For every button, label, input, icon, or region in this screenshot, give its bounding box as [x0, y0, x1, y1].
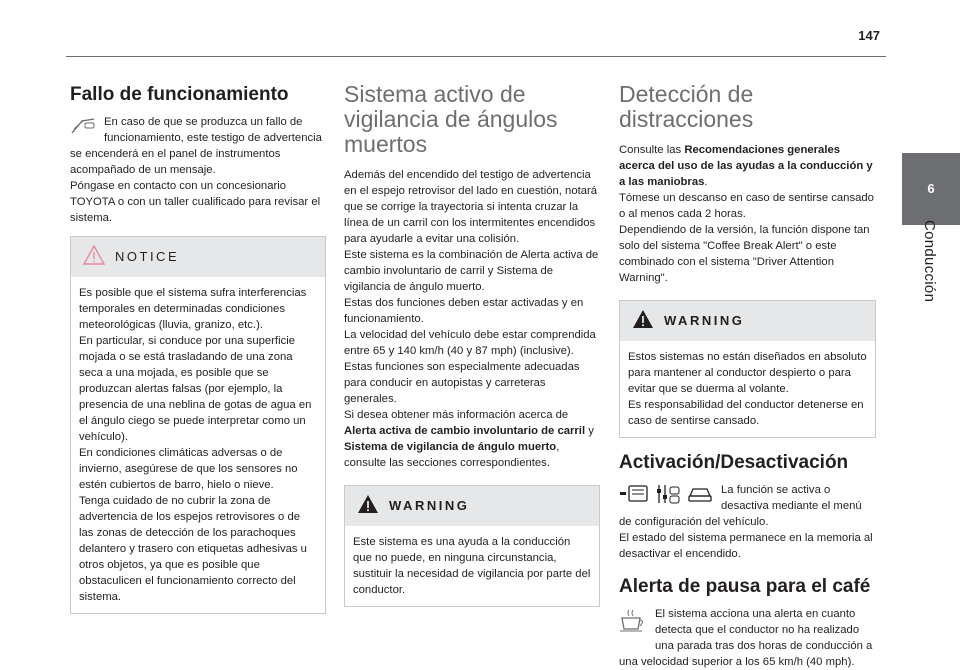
- section-title-fallo: Fallo de funcionamiento: [70, 84, 289, 105]
- intro-post: .: [704, 176, 708, 188]
- warning-line: Es responsabilidad del conductor detenerse en caso de sentirse cansado.: [628, 399, 864, 427]
- chapter-tab: 6: [902, 153, 960, 225]
- coffee-text: El sistema acciona una alerta en cuanto detecta que el conductor no ha realizado una parada tras dos horas de conducción a una velocidad superior a los 65 km/h (40 mph).: [619, 608, 873, 668]
- activation-text-2: El estado del sistema permanece en la memoria al desactivar el encendido.: [619, 532, 873, 560]
- notice-icon: [83, 245, 105, 270]
- fault-text-1: En caso de que se produzca un fallo de funcionamiento, este testigo de advertencia se encenderá en el panel de instrumentos acompañado de un mensaje.: [70, 116, 322, 176]
- section-title-activation: Activación/Desactivación: [619, 452, 849, 473]
- reference-pre: Si desea obtener más información acerca de: [344, 409, 569, 421]
- page-number: 147: [858, 28, 880, 43]
- column-2: [344, 78, 600, 607]
- warning-box: [619, 300, 876, 438]
- notice-line: En particular, si conduce por una superficie mojada o se está trasladando de una zona seca a una mojada, es posible que se produzcan alertas falsas (por ejemplo, la presencia de una neblina de gotas de agua en el ángulo ciego se puede interpretar como un vehículo).: [79, 335, 312, 443]
- warning-box: [344, 485, 600, 607]
- warning-icon: [357, 494, 379, 519]
- warning-title: WARNING: [389, 498, 470, 513]
- car-icon: [687, 484, 713, 509]
- coffee-cup-icon: [619, 609, 647, 638]
- section-title-blind-spot: Sistema activo de vigilancia de ángulos muertos: [344, 81, 558, 157]
- body-line: Este sistema es la combinación de Alerta activa de cambio involuntario de carril y Sistema de vigilancia de ángulo muerto.: [344, 249, 599, 293]
- notice-body: [71, 277, 325, 613]
- intro-paragraph: [619, 142, 876, 190]
- warning-body: [620, 341, 875, 437]
- coffee-paragraph: [619, 606, 876, 670]
- notice-line: Tenga cuidado de no cubrir la zona de advertencia de los espejos retrovisores o de las zonas de detección de los parachoques delantero y trasero con etiquetas adhesivas u otros objetos, ya que es posible que obstaculicen el funcionamiento correcto del sistema.: [79, 495, 307, 603]
- fault-paragraph: [70, 114, 326, 178]
- section-title-distraction: Detección de distracciones: [619, 81, 754, 132]
- column-3: [619, 78, 876, 670]
- warning-header: [345, 486, 599, 526]
- notice-line: Es posible que el sistema sufra interferencias temporales en determinadas condiciones meteorológicas (lluvia, granizo, etc.).: [79, 287, 307, 331]
- activation-text-1: La función se activa o desactiva mediante el menú de configuración del vehículo.: [619, 484, 862, 528]
- activation-icons: [619, 484, 713, 509]
- notice-title: NOTICE: [115, 249, 180, 264]
- warning-text: Este sistema es una ayuda a la conducción que no puede, en ninguna circunstancia, sustituir la necesidad de vigilancia por parte del conductor.: [353, 536, 591, 596]
- reference-paragraph: [344, 407, 600, 471]
- notice-box: [70, 236, 326, 614]
- reference-link-lane: Alerta activa de cambio involuntario de carril: [344, 425, 586, 437]
- body-line: Estas funciones son especialmente adecuadas para conducir en autopistas y carreteras generales.: [344, 361, 580, 405]
- blind-spot-warning-icon: [70, 117, 96, 140]
- body-line: Tómese un descanso en caso de sentirse cansado o al menos cada 2 horas.: [619, 192, 874, 220]
- warning-title: WARNING: [664, 313, 745, 328]
- reference-link-blind-spot: Sistema de vigilancia de ángulo muerto: [344, 441, 557, 453]
- display-screen-icon: [619, 484, 649, 509]
- chapter-label: Conducción: [921, 220, 938, 303]
- column-1: [70, 78, 326, 614]
- reference-post: , consulte las secciones correspondientes.: [344, 441, 560, 469]
- notice-header: [71, 237, 325, 277]
- activation-paragraph: [619, 482, 876, 530]
- header-rule: [66, 56, 886, 57]
- warning-body: [345, 526, 599, 606]
- fault-text-2: Póngase en contacto con un concesionario TOYOTA o con un taller cualificado para revisar el sistema.: [70, 180, 321, 224]
- body-line: Dependiendo de la versión, la función dispone tan solo del sistema "Coffee Break Alert" o este combinado con el sistema "Driver Attention Warning".: [619, 224, 870, 284]
- body-line: Además del encendido del testigo de advertencia en el espejo retrovisor del lado en cuestión, notará que se corrige la trayectoria si intenta cruzar la línea de un carril con los intermitentes encendidos para ayudarle a evitar una colisión.: [344, 169, 598, 245]
- intro-link: Recomendaciones generales acerca del uso de las ayudas a la conducción y a las maniobras: [619, 144, 873, 188]
- settings-sliders-icon: [655, 484, 681, 509]
- section-title-coffee: Alerta de pausa para el café: [619, 576, 871, 597]
- body-line: La velocidad del vehículo debe estar comprendida entre 65 y 140 km/h (40 y 87 mph) (inclusive).: [344, 329, 596, 357]
- warning-line: Estos sistemas no están diseñados en absoluto para mantener al conductor despierto o para evitar que se duerma al volante.: [628, 351, 867, 395]
- reference-mid: y: [585, 425, 594, 437]
- warning-header: [620, 301, 875, 341]
- body-line: Estas dos funciones deben estar activadas y en funcionamiento.: [344, 297, 584, 325]
- warning-icon: [632, 309, 654, 334]
- notice-line: En condiciones climáticas adversas o de invierno, asegúrese de que los sensores no estén cubiertos de barro, hielo o nieve.: [79, 447, 298, 491]
- intro-pre: Consulte las: [619, 144, 685, 156]
